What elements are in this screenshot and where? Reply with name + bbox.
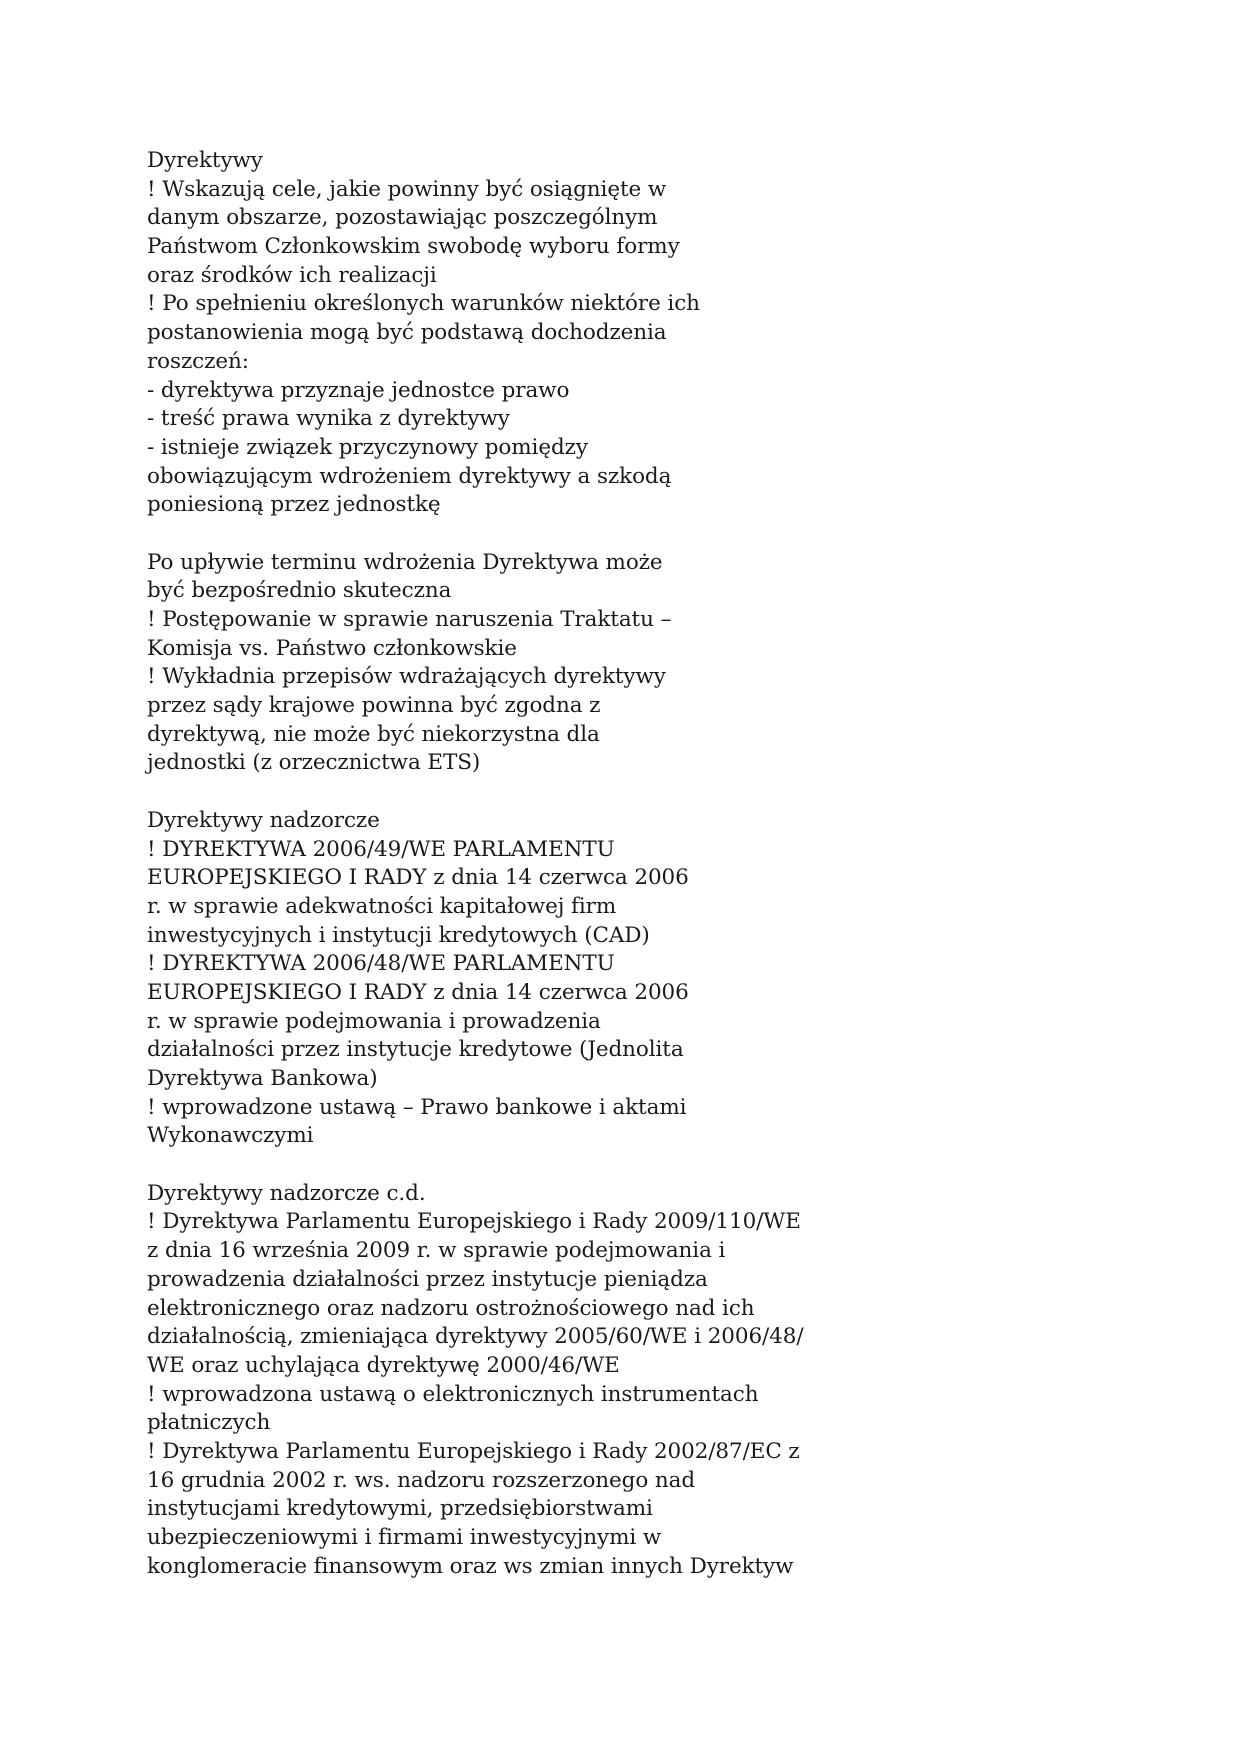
text-line: elektronicznego oraz nadzoru ostrożnościowego nad ich — [147, 1295, 755, 1321]
text-line: działalności przez instytucje kredytowe (Jednolita — [147, 1037, 684, 1063]
text-line: ! wprowadzona ustawą o elektronicznych instrumentach — [147, 1381, 759, 1407]
text-line: ubezpieczeniowymi i firmami inwestycyjnymi w — [147, 1525, 662, 1550]
text-line: ! DYREKTYWA 2006/48/WE PARLAMENTU — [147, 951, 615, 977]
text-line: ! wprowadzone ustawą – Prawo bankowe i aktami — [147, 1094, 687, 1120]
text-line: ! Wskazują cele, jakie powinny być osiągnięte w — [147, 176, 667, 202]
text-line: inwestycyjnych i instytucji kredytowych (CAD) — [147, 922, 650, 948]
text-line: ! Po spełnieniu określonych warunków niektóre ich — [147, 291, 700, 317]
text-line: obowiązującym wdrożeniem dyrektywy a szkodą — [147, 463, 672, 489]
text-line: ! Dyrektywa Parlamentu Europejskiego i Rady 2002/87/EC z — [147, 1438, 800, 1464]
text-line: ! Dyrektywa Parlamentu Europejskiego i Rady 2009/110/WE — [147, 1209, 801, 1235]
text-line: oraz środków ich realizacji — [147, 262, 437, 288]
text-line: danym obszarze, pozostawiając poszczególnym — [147, 205, 658, 231]
text-line: płatniczych — [147, 1410, 271, 1436]
text-line: r. w sprawie podejmowania i prowadzenia — [147, 1008, 601, 1034]
text-line: z dnia 16 września 2009 r. w sprawie podejmowania i — [147, 1238, 726, 1264]
text-line: roszczeń: — [147, 348, 249, 374]
text-line: Po upływie terminu wdrożenia Dyrektywa może — [147, 549, 663, 575]
text-line: r. w sprawie adekwatności kapitałowej firm — [147, 893, 617, 919]
text-line: - treść prawa wynika z dyrektywy — [147, 406, 510, 432]
text-line: być bezpośrednio skuteczna — [147, 578, 452, 604]
text-line: ! DYREKTYWA 2006/49/WE PARLAMENTU — [147, 836, 615, 862]
text-line: WE oraz uchylająca dyrektywę 2000/46/WE — [147, 1352, 620, 1378]
text-line: przez sądy krajowe powinna być zgodna z — [147, 693, 601, 719]
text-line: ! Wykładnia przepisów wdrażających dyrektywy — [147, 664, 666, 690]
text-line: poniesioną przez jednostkę — [147, 492, 441, 518]
text-line: instytucjami kredytowymi, przedsiębiorstwami — [147, 1496, 653, 1522]
section-heading: Dyrektywy — [147, 148, 263, 173]
text-line: EUROPEJSKIEGO I RADY z dnia 14 czerwca 2006 — [147, 865, 689, 891]
text-line: działalnością, zmieniająca dyrektywy 2005/60/WE i 2006/48/ — [147, 1324, 804, 1350]
text-line: Komisja vs. Państwo członkowskie — [147, 635, 517, 661]
text-line: Dyrektywa Bankowa) — [147, 1066, 378, 1091]
paragraph-gap — [147, 778, 807, 807]
document-body — [147, 147, 807, 1581]
text-line: 16 grudnia 2002 r. ws. nadzoru rozszerzonego nad — [147, 1467, 696, 1493]
text-line: konglomeracie finansowym oraz ws zmian innych Dyrektyw — [147, 1553, 794, 1579]
text-line: - istnieje związek przyczynowy pomiędzy — [147, 434, 588, 460]
text-line: prowadzenia działalności przez instytucje pieniądza — [147, 1266, 708, 1292]
text-line: postanowienia mogą być podstawą dochodzenia — [147, 320, 667, 346]
text-line: dyrektywą, nie może być niekorzystna dla — [147, 721, 600, 747]
section-heading: Dyrektywy nadzorcze c.d. — [147, 1180, 426, 1206]
text-line: Wykonawczymi — [147, 1123, 314, 1149]
paragraph-gap — [147, 520, 807, 549]
text-line: Państwom Członkowskim swobodę wyboru formy — [147, 234, 680, 260]
section-heading: Dyrektywy nadzorcze — [147, 807, 380, 833]
text-line: ! Postępowanie w sprawie naruszenia Traktatu – — [147, 607, 672, 632]
text-line: EUROPEJSKIEGO I RADY z dnia 14 czerwca 2006 — [147, 979, 689, 1005]
paragraph-gap — [147, 1151, 807, 1180]
text-line: jednostki (z orzecznictwa ETS) — [147, 750, 481, 776]
text-line: - dyrektywa przyznaje jednostce prawo — [147, 377, 570, 403]
